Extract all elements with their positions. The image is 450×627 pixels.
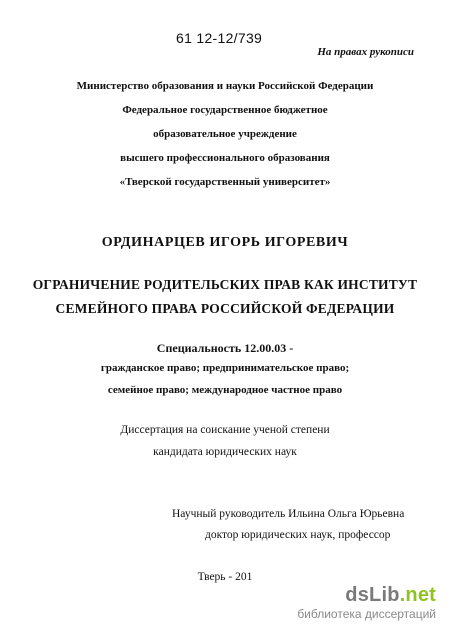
dslib-logo-main: dsLib xyxy=(345,584,400,606)
institution-line-1: Министерство образования и науки Российской Федерации xyxy=(76,80,374,92)
institution-line-2: Федеральное государственное бюджетное xyxy=(122,104,328,116)
specialty-line-2: семейное право; международное частное право xyxy=(107,384,343,396)
specialty-heading: Специальность 12.00.03 - xyxy=(156,341,294,355)
dissertation-title-line-2: СЕМЕЙНОГО ПРАВА РОССИЙСКОЙ ФЕДЕРАЦИИ xyxy=(55,301,395,316)
degree-line-1: Диссертация на соискание ученой степени xyxy=(120,424,330,436)
dslib-subtitle: библиотека диссертаций xyxy=(297,607,436,621)
author-name: ОРДИНАРЦЕВ ИГОРЬ ИГОРЕВИЧ xyxy=(101,235,349,250)
supervisor-line-2: доктор юридических наук, профессор xyxy=(205,529,391,541)
degree-line-2: кандидата юридических наук xyxy=(153,446,297,458)
institution-line-4: высшего профессионального образования xyxy=(120,152,330,164)
place-and-year: Тверь - 201 xyxy=(197,571,253,583)
dslib-logo-domain: .net xyxy=(399,584,436,606)
institution-line-5: «Тверской государственный университет» xyxy=(119,176,331,188)
institution-line-3: образовательное учреждение xyxy=(153,128,297,140)
dslib-logo xyxy=(345,584,436,607)
registration-number: 61 12-12/739 xyxy=(176,30,263,46)
supervisor-line-1: Научный руководитель Ильина Ольга Юрьевна xyxy=(172,508,405,520)
specialty-line-1: гражданское право; предпринимательское право; xyxy=(100,362,350,374)
dissertation-title-line-1: ОГРАНИЧЕНИЕ РОДИТЕЛЬСКИХ ПРАВ КАК ИНСТИТУТ xyxy=(32,277,418,292)
rights-note: На правах рукописи xyxy=(317,46,414,58)
